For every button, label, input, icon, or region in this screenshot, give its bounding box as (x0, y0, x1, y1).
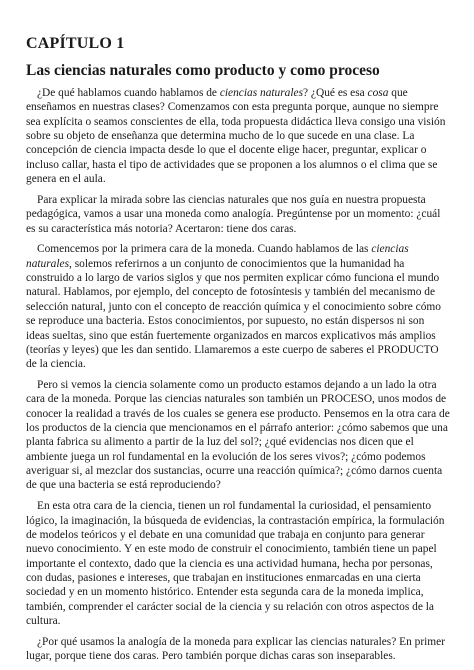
text-run: , solemos referirnos a un conjunto de conocimientos que la humanidad ha construido a lo largo de varios siglos y que nos permiten explicar cómo funciona el mundo natural. Hablamos, por ejemplo, del concepto de fotosíntesis y también del mecanismo de selección natural, junto con el concepto de reacción química y el conocimiento sobre cómo se reproduce una bacteria. Estos conocimientos, por supuesto, no están dispersos ni son ideas sueltas, sino que están fuertemente organizados en marcos explicativos más amplios (teorías y leyes) que les dan sentido. Llamaremos a este cuerpo de saberes el PRODUCTO de la ciencia. (26, 257, 441, 371)
text-run: Para explicar la mirada sobre las ciencias naturales que nos guía en nuestra propuesta pedagógica, vamos a usar una moneda como analogía. Pregúntense por un momento: ¿cuál es su característica más notoria? Acertaron: tiene dos caras. (26, 193, 441, 235)
text-run: Pero si vemos la ciencia solamente como un producto estamos dejando a un lado la otra cara de la moneda. Porque las ciencias naturales son también un PROCESO, unos modos de conocer la realidad a través de los cuales se genera ese producto. Pensemos en la otra cara de los productos de la ciencia que mencionamos en el párrafo anterior: ¿cómo sabemos que una planta fabrica su alimento a partir de la luz del sol?; ¿qué evidencias nos dicen que el ambiente juega un rol fundamental en la evolución de los seres vivos?; ¿cómo podemos averiguar si, al mezclar dos sustancias, ocurre una reacción química?; ¿cómo darnos cuenta de que una bacteria se está reproduciendo? (26, 379, 450, 492)
text-run: ¿Por qué usamos la analogía de la moneda para explicar las ciencias naturales? En primer lugar, porque tiene dos caras. Pero también porque dichas caras son inseparables. (26, 635, 445, 663)
paragraph-6 (26, 635, 450, 664)
chapter-label: CAPÍTULO 1 (26, 35, 125, 52)
paragraph-5 (26, 499, 450, 628)
paragraph-1 (26, 86, 450, 186)
text-run-italic: ciencias naturales (219, 87, 304, 99)
text-run-italic: ciencias naturales (26, 243, 409, 270)
paragraph-4 (26, 378, 450, 493)
text-run: ? ¿Qué es esa (303, 87, 368, 99)
body-text (26, 86, 450, 664)
paragraph-2 (26, 193, 450, 236)
text-run: Comencemos por la primera cara de la moneda. Cuando hablamos de las (37, 243, 372, 256)
text-run-italic: cosa (367, 87, 389, 99)
text-run: que enseñamos en nuestras clases? Comenzamos con esta pregunta porque, aunque no siempre sea explícita o seamos conscientes de ella, toda propuesta didáctica lleva consigo una visión sobre su objeto de enseñanza que determina mucho de lo que sucede en una clase. La concepción de ciencia impacta desde lo que el docente elige hacer, preguntar, explicar o incluso callar, hasta el tipo de actividades que se proponen a los alumnos o el clima que se genera en el aula. (26, 87, 446, 186)
document-page (26, 34, 450, 670)
text-run: ¿De qué hablamos cuando hablamos de (37, 87, 220, 99)
text-run: En esta otra cara de la ciencia, tienen un rol fundamental la curiosidad, el pensamiento lógico, la imaginación, la búsqueda de evidencias, la contrastación empírica, la formulación de modelos teóricos y el debate en una comunidad que trabaja en conjunto para generar nuevo conocimiento. Y en este modo de construir el conocimiento, también tiene un papel importante el contexto, dado que la ciencia es una actividad humana, hecha por personas, con dudas, pasiones e intereses, que trabajan en instituciones enmarcadas en una cierta sociedad y en un momento histórico. Entender esta segunda cara de la moneda implica, también, comprender el carácter social de la ciencia y su relación con otros aspectos de la cultura. (26, 500, 445, 628)
section-title: Las ciencias naturales como producto y como proceso (26, 62, 380, 79)
paragraph-3 (26, 242, 450, 371)
